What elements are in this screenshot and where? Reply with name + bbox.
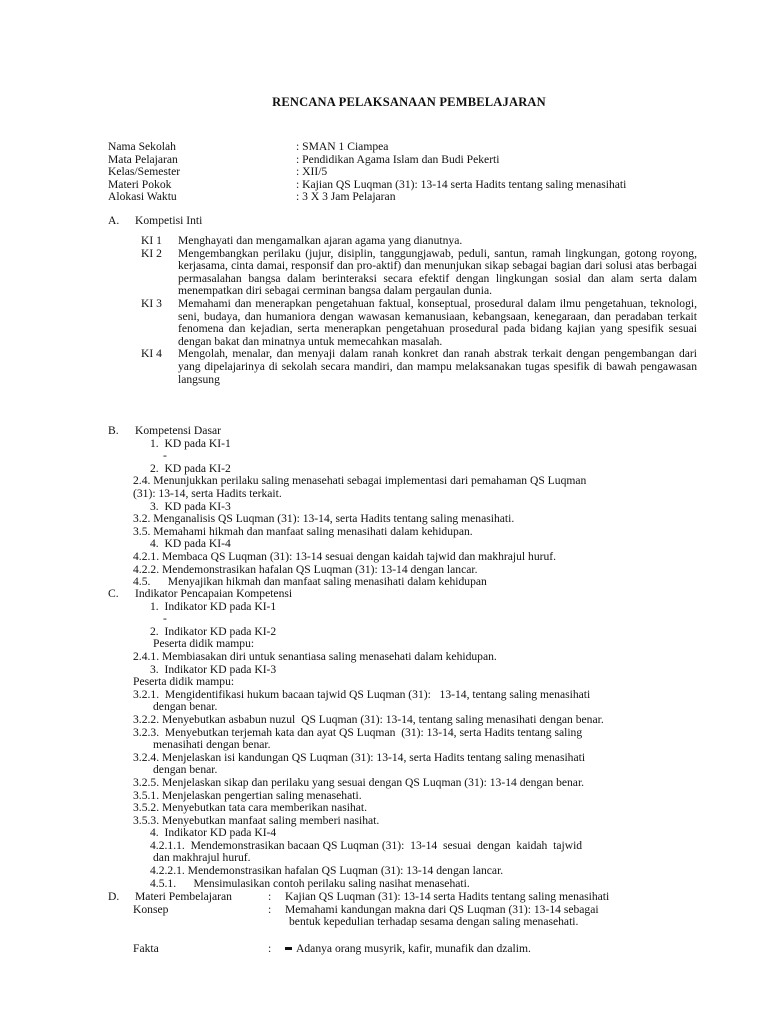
ipk-line: 3.2.3. Menyebutkan terjemah kata dan ayat QS Luqman (31): 13-14, serta Hadits tentang saling bbox=[133, 725, 583, 739]
ki-item bbox=[141, 248, 697, 298]
identity-label: Materi Pokok bbox=[108, 177, 172, 191]
kd-line: 2. KD pada KI-2 bbox=[150, 461, 231, 475]
kd-line: - bbox=[163, 449, 167, 463]
ipk-line: menasihati dengan benar. bbox=[153, 738, 271, 752]
indikator-list bbox=[133, 601, 703, 891]
identity-label: Nama Sekolah bbox=[108, 140, 176, 153]
section-letter: B. bbox=[108, 424, 119, 437]
ipk-line: Peserta didik mampu: bbox=[153, 637, 255, 651]
document-title: RENCANA PELAKSANAAN PEMBELAJARAN bbox=[272, 95, 546, 109]
konsep-value: Memahami kandungan makna dari QS Luqman (31): 13-14 sebagai bbox=[285, 902, 599, 916]
section-title: Indikator Pencapaian Kompetensi bbox=[135, 587, 293, 600]
ipk-line: 3.5.2. Menyebutkan tata cara memberikan nasihat. bbox=[133, 801, 368, 815]
section-a-heading bbox=[108, 215, 202, 228]
ki-item bbox=[141, 348, 697, 386]
ipk-line: 3.5.3. Menyebutkan manfaat saling memberi nasihat. bbox=[133, 813, 380, 827]
section-b-heading bbox=[108, 425, 221, 438]
identity-row bbox=[108, 179, 708, 192]
ipk-line: 2.4.1. Membiasakan diri untuk senantiasa saling menasehati dalam kehidupan. bbox=[133, 649, 497, 663]
colon: : bbox=[268, 902, 272, 916]
section-title: Kompetensi Dasar bbox=[135, 424, 221, 437]
identity-label: Mata Pelajaran bbox=[108, 152, 178, 166]
section-c-heading bbox=[108, 588, 292, 601]
ki-code: KI 2 bbox=[141, 246, 162, 260]
kd-line: 1. KD pada KI-1 bbox=[150, 436, 231, 450]
ki-item bbox=[141, 235, 697, 248]
ki-text: Menghayati dan mengamalkan ajaran agama yang dianutnya. bbox=[178, 234, 463, 247]
kd-line: 3. KD pada KI-3 bbox=[150, 499, 231, 513]
colon: : bbox=[268, 890, 272, 903]
identity-row bbox=[108, 154, 708, 167]
section-letter: A. bbox=[108, 214, 120, 227]
ipk-line: 2. Indikator KD pada KI-2 bbox=[150, 624, 277, 638]
ipk-line: 3. Indikator KD pada KI-3 bbox=[150, 662, 277, 676]
dash-bullet-icon bbox=[285, 947, 292, 950]
ipk-line: dengan benar. bbox=[153, 763, 218, 777]
kompetensi-dasar-list bbox=[133, 438, 703, 589]
identity-row bbox=[108, 141, 708, 154]
fakta-value: Adanya orang musyrik, kafir, munafik dan dzalim. bbox=[296, 942, 531, 955]
identity-table bbox=[108, 141, 708, 204]
fakta-label: Fakta bbox=[133, 942, 159, 955]
ipk-line: 4.2.1.1. Mendemonstrasikan bacaan QS Luqman (31): 13-14 sesuai dengan kaidah tajwid bbox=[150, 838, 583, 852]
colon: : bbox=[268, 942, 272, 955]
identity-value: : SMAN 1 Ciampea bbox=[296, 140, 389, 153]
ipk-line: 4. Indikator KD pada KI-4 bbox=[150, 826, 277, 840]
ki-text: Mengembangkan perilaku (jujur, disiplin, tanggungjawab, peduli, santun, ramah lingkungan, gotong royong, kerjasama, cinta damai, responsif dan pro-aktif) dan menunjukan sikap sebagai bagian dari solusi atas berbagai permasalahan bangsa dalam berinteraksi secara efektif dengan lingkungan sosial dan alam serta dalam menempatkan diri sebagai cerminan bangsa dalam pergaulan dunia. bbox=[178, 246, 697, 298]
ipk-line: - bbox=[163, 612, 167, 626]
identity-value: : Kajian QS Luqman (31): 13-14 serta Hadits tentang saling menasihati bbox=[296, 177, 627, 191]
section-title: Kompetisi Inti bbox=[135, 214, 203, 227]
kd-line: 4.2.1. Membaca QS Luqman (31): 13-14 sesuai dengan kaidah tajwid dan makhrajul huruf. bbox=[133, 549, 557, 563]
identity-label: Alokasi Waktu bbox=[108, 190, 177, 204]
identity-label: Kelas/Semester bbox=[108, 165, 181, 179]
section-title: Materi Pembelajaran bbox=[135, 890, 232, 903]
materi-pembelajaran-row bbox=[108, 891, 708, 904]
konsep-value-cont: bentuk kepedulian terhadap sesama dengan saling menasehati. bbox=[289, 915, 579, 929]
ipk-line: 3.2.4. Menjelaskan isi kandungan QS Luqman (31): 13-14, serta Hadits tentang saling menasihati bbox=[133, 750, 586, 764]
identity-value: : 3 X 3 Jam Pelajaran bbox=[296, 190, 396, 204]
kd-line: 4. KD pada KI-4 bbox=[150, 537, 231, 551]
ipk-line: 3.5.1. Menjelaskan pengertian saling menasehati. bbox=[133, 788, 362, 802]
ipk-line: 1. Indikator KD pada KI-1 bbox=[150, 599, 277, 613]
ipk-line: dengan benar. bbox=[153, 700, 218, 714]
kd-line: 4.5. Menyajikan hikmah dan manfaat saling menasihati dalam kehidupan bbox=[133, 575, 487, 589]
ipk-line: 3.2.1. Mengidentifikasi hukum bacaan tajwid QS Luqman (31): 13-14, tentang saling menasihati bbox=[133, 687, 591, 701]
ipk-line: Peserta didik mampu: bbox=[133, 675, 235, 689]
section-letter: D. bbox=[108, 890, 120, 903]
ipk-line: 3.2.2. Menyebutkan asbabun nuzul QS Luqman (31): 13-14, tentang saling menasihati dengan benar. bbox=[133, 712, 604, 726]
identity-row bbox=[108, 166, 708, 179]
ipk-line: dan makhrajul huruf. bbox=[153, 851, 251, 865]
ki-text: Mengolah, menalar, dan menyaji dalam ranah konkret dan ranah abstrak terkait dengan pengembangan dari yang dipelajarinya di sekolah secara mandiri, dan mampu melaksanakan tugas spesifik di bawah pengawasan langsung bbox=[178, 347, 697, 386]
kd-line: 3.5. Memahami hikmah dan manfaat saling menasihati dalam kehidupan. bbox=[133, 524, 473, 538]
konsep-row bbox=[108, 904, 708, 929]
section-letter: C. bbox=[108, 587, 119, 600]
kd-line: 3.2. Menganalisis QS Luqman (31): 13-14, serta Hadits tentang saling menasihati. bbox=[133, 512, 515, 526]
kd-line: 4.2.2. Mendemonstrasikan hafalan QS Luqman (31): 13-14 dengan lancar. bbox=[133, 562, 478, 576]
identity-value: : Pendidikan Agama Islam dan Budi Pekerti bbox=[296, 152, 500, 166]
ipk-line: 3.2.5. Menjelaskan sikap dan perilaku yang sesuai dengan QS Luqman (31): 13-14 dengan benar. bbox=[133, 775, 585, 789]
konsep-label: Konsep bbox=[133, 902, 169, 916]
ki-code: KI 1 bbox=[141, 234, 162, 247]
fakta-row bbox=[108, 943, 708, 956]
kd-line: (31): 13-14, serta Hadits terkait. bbox=[133, 486, 282, 500]
ipk-line: 4.2.2.1. Mendemonstrasikan hafalan QS Luqman (31): 13-14 dengan lancar. bbox=[150, 864, 504, 878]
ki-code: KI 3 bbox=[141, 296, 162, 310]
identity-value: : XII/5 bbox=[296, 165, 328, 179]
kompetensi-inti-list bbox=[141, 235, 697, 386]
ki-code: KI 4 bbox=[141, 347, 162, 361]
identity-row bbox=[108, 191, 708, 204]
ki-text: Memahami dan menerapkan pengetahuan faktual, konseptual, prosedural dalam ilmu pengetahuan, teknologi, seni, budaya, dan humaniora dengan wawasan kemanusiaan, kebangsaan, kenegaraan, dan peradaban terkait fenomena dan kejadian, serta menerapkan pengetahuan prosedural pada bidang kajian yang spesifik sesuai dengan bakat dan minatnya untuk memecahkan masalah. bbox=[178, 296, 697, 348]
materi-value: Kajian QS Luqman (31): 13-14 serta Hadits tentang saling menasihati bbox=[285, 890, 610, 903]
ipk-line: 4.5.1. Mensimulasikan contoh perilaku saling nasihat menasehati. bbox=[150, 876, 470, 890]
kd-line: 2.4. Menunjukkan perilaku saling menasehati sebagai implementasi dari pemahaman QS Luqman bbox=[133, 474, 587, 488]
ki-item bbox=[141, 298, 697, 348]
